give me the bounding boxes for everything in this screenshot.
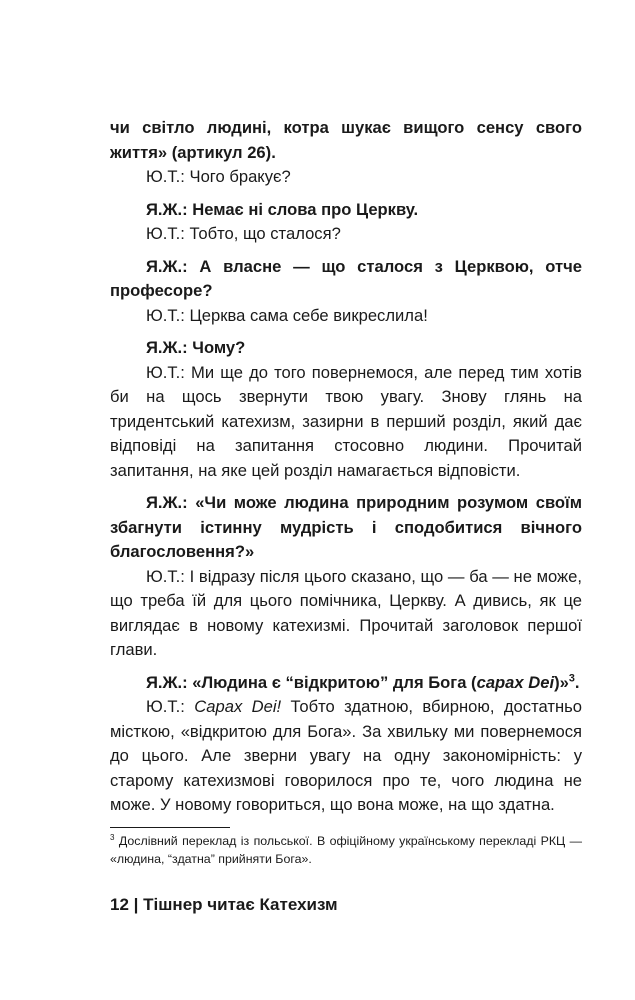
footnote [110,832,582,868]
footer-separator: | [133,895,139,914]
paragraph-5 [110,255,582,304]
paragraph-text: Церква сама себе викреслила! [184,305,428,325]
paragraph-4 [110,222,582,247]
paragraph-text: «Людина є “відкритою” для Бога ( [187,672,477,692]
paragraph-6 [110,304,582,329]
speaker-label: Я.Ж.: [146,672,188,692]
speaker-label: Ю.Т.: [146,305,185,325]
speaker-label: Я.Ж.: [146,493,188,512]
paragraph-text: Немає ні слова про Церкву. [187,199,419,219]
page-body [110,116,582,818]
paragraph-text: Чому? [187,338,246,357]
running-footer [110,895,338,915]
speaker-label: Ю.Т.: [146,224,185,243]
footnote-ref: 3 [568,671,575,684]
paragraph-10 [110,565,582,663]
speaker-label: Ю.Т.: [146,167,185,186]
paragraph-text: )» [554,672,569,692]
footnote-marker: 3 [110,832,115,842]
paragraph-9 [110,491,582,565]
book-title: Тішнер читає Катехизм [143,895,338,914]
paragraph-7 [110,336,582,361]
speaker-label: Ю.Т.: [146,362,185,382]
paragraph-text: «Чи може людина природним розумом своїм збагнути істинну мудрість і сподобитися вічного благословення?» [110,493,582,561]
paragraph-12 [110,695,582,818]
paragraph-text: . [574,672,580,692]
speaker-label: Я.Ж.: [146,338,188,357]
footnote-text: Дослівний переклад із польської. В офіційному українському перекладі РКЦ — «людина, “здатна” прийняти Бога». [110,834,582,866]
paragraph-3 [110,198,582,223]
paragraph-text: І відразу після цього сказано, що — ба — не може, що треба їй для цього помічника, Церкву. А дивись, як це виглядає в новому катехизмі. Прочитай заголовок першої глави. [110,566,582,659]
footnote-divider [110,827,230,828]
latin-phrase: Capax Dei! [194,697,282,716]
paragraph-1: чи світло людині, котра шукає вищого сенсу свого життя» (артикул 26). [110,118,582,162]
paragraph-8 [110,361,582,484]
paragraph-text: Тобто здатною, вбирною, достатньо місткою, «відкритою для Бога». За хвильку ми повернемося до цього. Але зверни увагу на одну закономірність: у старому катехизмові говорилося про те, чого людина не може. У новому говориться, що вона може, на що здатна. [110,697,582,814]
paragraph-2 [110,165,582,190]
paragraph-text: Чого бракує? [184,167,291,186]
speaker-label: Я.Ж.: [146,199,188,219]
page-number: 12 [110,895,129,914]
paragraph-text: Ми ще до того повернемося, але перед тим хотів би на щось звернути твою увагу. Знову глянь на тридентський катехизм, зазирни в перший розділ, який дає відповіді на запитання стосовно людини. Прочитай запитання, на яке цей розділ намагається відповісти. [110,362,582,480]
paragraph-text: Тобто, що сталося? [184,224,341,243]
speaker-label: Ю.Т.: [146,566,185,586]
paragraph-11 [110,671,582,696]
paragraph-text: А власне — що сталося з Церквою, отче професоре? [110,256,582,300]
latin-phrase: capax Dei [476,672,555,692]
speaker-label: Ю.Т.: [146,697,185,716]
speaker-label: Я.Ж.: [146,256,188,276]
